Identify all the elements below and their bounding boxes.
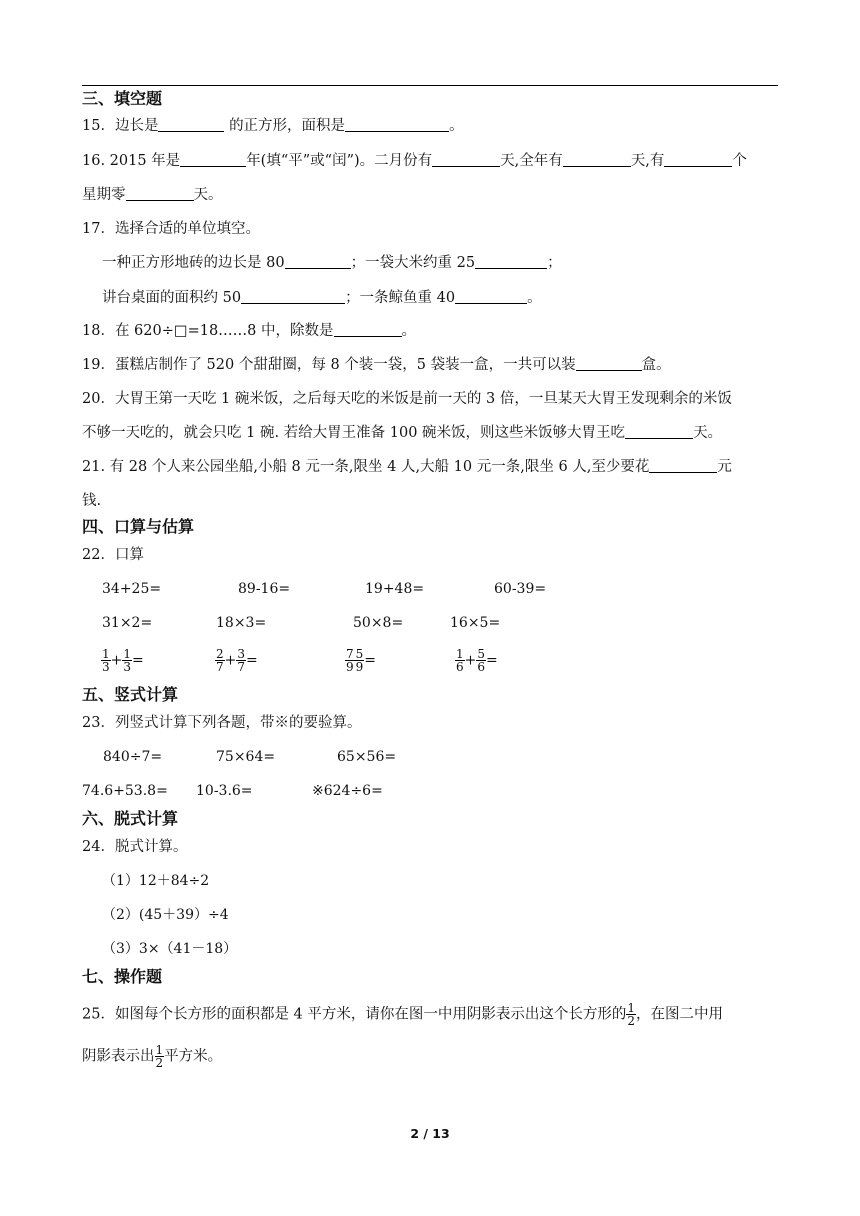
calc-item: 65×56= [337,749,397,765]
fraction-expression: $\frac{1}{3}$ + $\frac{1}{3}$ = [102,647,144,674]
question-15: 15．边长是 的正方形，面积是 。 [82,118,464,134]
question-23-title: 23．列竖式计算下列各题，带※的要验算。 [82,715,362,731]
calc-item: 16×5= [450,615,501,631]
fraction: $\frac{1}{2}$ [155,1043,164,1070]
section-heading-mental-math: 四、口算与估算 [82,517,195,536]
question-25-line1: 25．如图每个长方形的面积都是 4 平方米，请你在图一中用阴影表示出这个长方形的 $\frac{1}{2}$ ，在图二中用 [82,1001,724,1028]
fraction: $\frac{1}{6}$ [456,647,464,674]
calc-item: 34+25= [102,581,162,597]
answer-blank[interactable] [334,322,402,337]
fraction: $\frac{7}{9}$ [346,647,354,674]
question-22-title: 22．口算 [82,547,144,563]
section-heading-vertical-calc: 五、竖式计算 [82,685,179,704]
section-heading-operations: 七、操作题 [82,967,163,986]
question-17-line2: 讲台桌面的面积约 50 ；一条鲸鱼重 40 。 [102,290,542,306]
answer-blank[interactable] [126,186,194,201]
answer-blank[interactable] [285,254,351,269]
fraction-expression: $\frac{1}{6}$ + $\frac{5}{6}$ = [456,647,498,674]
question-16: 16. 2015 年是 年(填“平”或“闰”)。二月份有 天,全年有 天,有 个 [82,153,747,169]
answer-blank[interactable] [664,152,732,167]
calc-item: （1）12＋84÷2 [102,873,210,889]
question-24-title: 24．脱式计算。 [82,839,188,855]
answer-blank[interactable] [576,356,642,371]
answer-blank[interactable] [475,254,547,269]
question-17-title: 17．选择合适的单位填空。 [82,221,260,237]
answer-blank[interactable] [455,289,527,304]
calc-item: 19+48= [365,581,425,597]
fraction-expression: $\frac{2}{7}$ + $\frac{3}{7}$ = [216,647,258,674]
calc-item: 50×8= [353,615,404,631]
section-heading-step-calc: 六、脱式计算 [82,809,179,828]
question-21: 21. 有 28 个人来公园坐船,小船 8 元一条,限坐 4 人,大船 10 元一条,限坐 6 人,至少要花 元 [82,459,732,475]
answer-blank[interactable] [432,152,500,167]
calc-item: ※624÷6= [312,783,383,799]
question-16-cont: 星期零 天。 [82,187,223,203]
answer-blank[interactable] [158,117,224,132]
fraction: $\frac{1}{3}$ [102,647,110,674]
question-20-line1: 20．大胃王第一天吃 1 碗米饭，之后每天吃的米饭是前一天的 3 倍，一旦某天大胃王发现剩余的米饭 [82,391,732,407]
calc-item: 75×64= [216,749,276,765]
calc-item: 10-3.6= [196,783,253,799]
calc-item: 89-16= [238,581,291,597]
answer-blank[interactable] [180,152,246,167]
header-rule [82,85,778,86]
answer-blank[interactable] [649,458,717,473]
answer-blank[interactable] [625,424,693,439]
calc-item: （2）(45＋39）÷4 [102,907,229,923]
answer-blank[interactable] [563,152,631,167]
fraction: $\frac{5}{6}$ [477,647,486,674]
question-19: 19．蛋糕店制作了 520 个甜甜圈，每 8 个装一袋，5 袋装一盒，一共可以装 盒。 [82,357,671,373]
question-17-line1: 一种正方形地砖的边长是 80 ；一袋大米约重 25 ； [102,255,562,271]
calc-item: 31×2= [102,615,153,631]
fraction: $\frac{1}{3}$ [123,647,132,674]
answer-blank[interactable] [345,117,449,132]
fraction: $\frac{5}{9}$ [355,647,364,674]
fraction: $\frac{1}{2}$ [627,1001,636,1028]
fraction: $\frac{3}{7}$ [237,647,246,674]
fraction: $\frac{2}{7}$ [216,647,224,674]
calc-item: 74.6+53.8= [82,783,168,799]
calc-item: （3）3×（41－18） [102,941,238,957]
question-21-cont: 钱. [82,493,102,509]
fraction-expression: $\frac{7}{9}$ $\frac{5}{9}$ = [346,647,377,674]
page-number: 2 / 13 [410,1126,450,1141]
question-25-line2: 阴影表示出 $\frac{1}{2}$ 平方米。 [82,1043,223,1070]
question-18: 18．在 620÷□=18……8 中，除数是 。 [82,323,417,339]
calc-item: 60-39= [494,581,547,597]
calc-item: 840÷7= [103,749,163,765]
calc-item: 18×3= [216,615,267,631]
question-20-line2: 不够一天吃的，就会只吃 1 碗. 若给大胃王准备 100 碗米饭，则这些米饭够大胃王吃 天。 [82,425,723,441]
answer-blank[interactable] [241,289,345,304]
section-heading-fill-blanks: 三、填空题 [82,89,163,108]
